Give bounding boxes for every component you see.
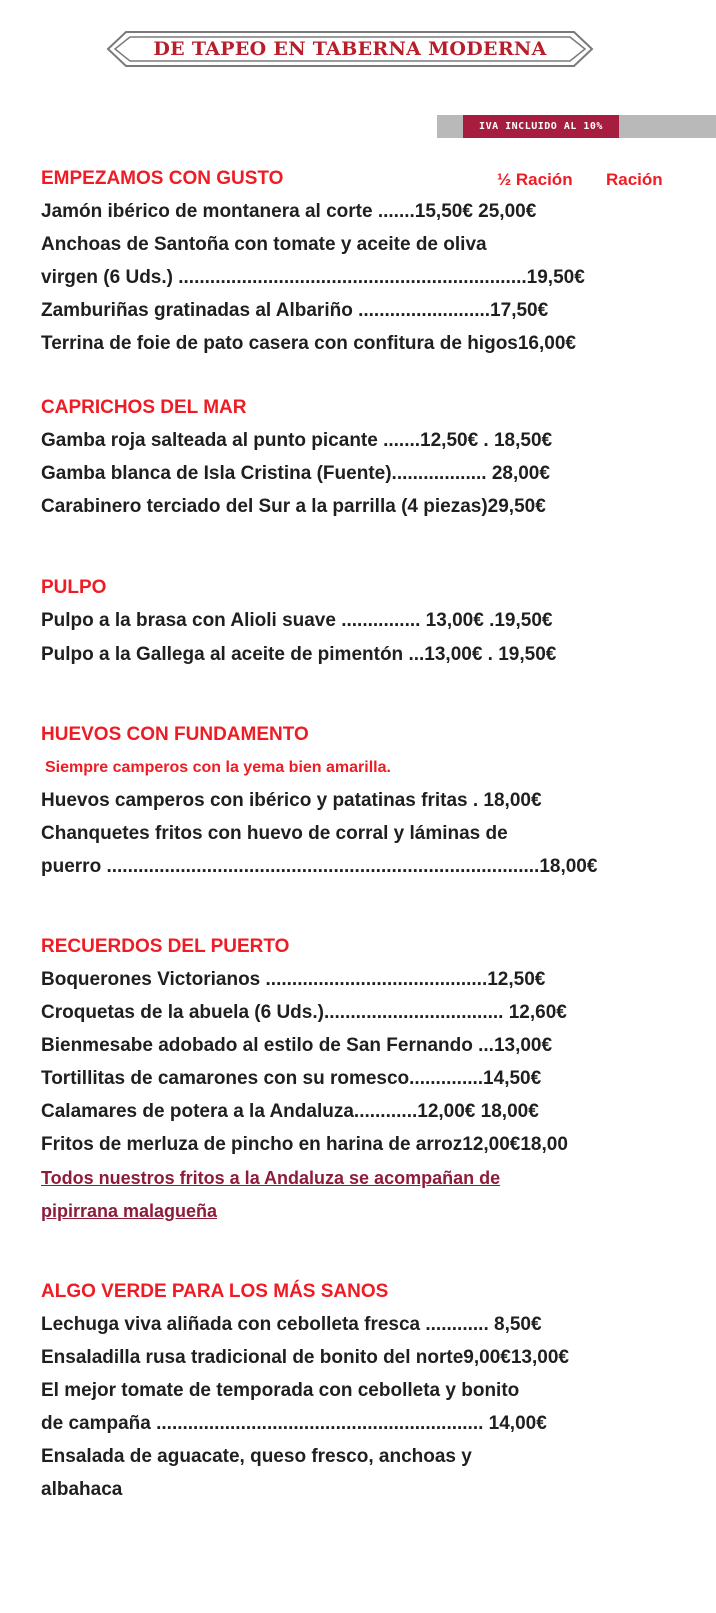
section-title-empezamos: EMPEZAMOS CON GUSTO bbox=[41, 168, 284, 189]
menu-item: albahaca bbox=[41, 1479, 123, 1500]
section-title-pulpo: PULPO bbox=[41, 577, 107, 598]
menu-item: Pulpo a la brasa con Alioli suave ............... 13,00€ .19,50€ bbox=[41, 610, 553, 631]
menu-item: Ensaladilla rusa tradicional de bonito del norte9,00€13,00€ bbox=[41, 1347, 569, 1368]
menu-item: Carabinero terciado del Sur a la parrilla (4 piezas)29,50€ bbox=[41, 496, 546, 517]
menu-item: Jamón ibérico de montanera al corte .......15,50€ 25,00€ bbox=[41, 201, 537, 222]
menu-item: El mejor tomate de temporada con cebolleta y bonito bbox=[41, 1380, 520, 1401]
menu-item: Chanquetes fritos con huevo de corral y láminas de bbox=[41, 823, 508, 844]
iva-label: IVA INCLUIDO AL 10% bbox=[463, 115, 619, 138]
menu-item: Lechuga viva aliñada con cebolleta fresca ............ 8,50€ bbox=[41, 1314, 542, 1335]
menu-item: virgen (6 Uds.) ..................................................................19,50€ bbox=[41, 267, 585, 288]
section-title-huevos: HUEVOS CON FUNDAMENTO bbox=[41, 724, 309, 745]
section-title-recuerdos: RECUERDOS DEL PUERTO bbox=[41, 936, 290, 957]
menu-item: Boquerones Victorianos ..........................................12,50€ bbox=[41, 969, 546, 990]
menu-item: Gamba blanca de Isla Cristina (Fuente).................. 28,00€ bbox=[41, 463, 550, 484]
column-ration: Ración bbox=[606, 170, 663, 189]
menu-item: Croquetas de la abuela (6 Uds.).................................. 12,60€ bbox=[41, 1002, 567, 1023]
section-note: Siempre camperos con la yema bien amarilla. bbox=[45, 759, 391, 776]
section-title-caprichos: CAPRICHOS DEL MAR bbox=[41, 397, 247, 418]
fritos-promo-line: Todos nuestros fritos a la Andaluza se acompañan de bbox=[41, 1168, 501, 1188]
menu-item: Calamares de potera a la Andaluza............12,00€ 18,00€ bbox=[41, 1101, 539, 1122]
menu-item: puerro ..................................................................................18,00€ bbox=[41, 856, 598, 877]
menu-item: Fritos de merluza de pincho en harina de arroz12,00€18,00 bbox=[41, 1134, 568, 1155]
menu-item: Pulpo a la Gallega al aceite de pimentón ...13,00€ . 19,50€ bbox=[41, 644, 557, 665]
fritos-promo-line: pipirrana malagueña bbox=[41, 1201, 218, 1221]
section-title-verde: ALGO VERDE PARA LOS MÁS SANOS bbox=[41, 1281, 389, 1302]
column-half-ration: ½ Ración bbox=[497, 170, 573, 189]
menu-item: Gamba roja salteada al punto picante .......12,50€ . 18,50€ bbox=[41, 430, 553, 451]
banner-title: DE TAPEO EN TABERNA MODERNA bbox=[153, 38, 547, 60]
menu-item: Huevos camperos con ibérico y patatinas fritas . 18,00€ bbox=[41, 790, 542, 811]
menu-item: de campaña .............................................................. 14,00€ bbox=[41, 1413, 547, 1434]
menu-item: Anchoas de Santoña con tomate y aceite de oliva bbox=[41, 234, 487, 255]
header-banner bbox=[106, 28, 594, 70]
menu-item: Zamburiñas gratinadas al Albariño .........................17,50€ bbox=[41, 300, 549, 321]
menu-item: Bienmesabe adobado al estilo de San Fernando ...13,00€ bbox=[41, 1035, 553, 1056]
menu-item: Tortillitas de camarones con su romesco..............14,50€ bbox=[41, 1068, 542, 1089]
menu-item: Terrina de foie de pato casera con confitura de higos16,00€ bbox=[41, 333, 576, 354]
menu-item: Ensalada de aguacate, queso fresco, anchoas y bbox=[41, 1446, 472, 1467]
